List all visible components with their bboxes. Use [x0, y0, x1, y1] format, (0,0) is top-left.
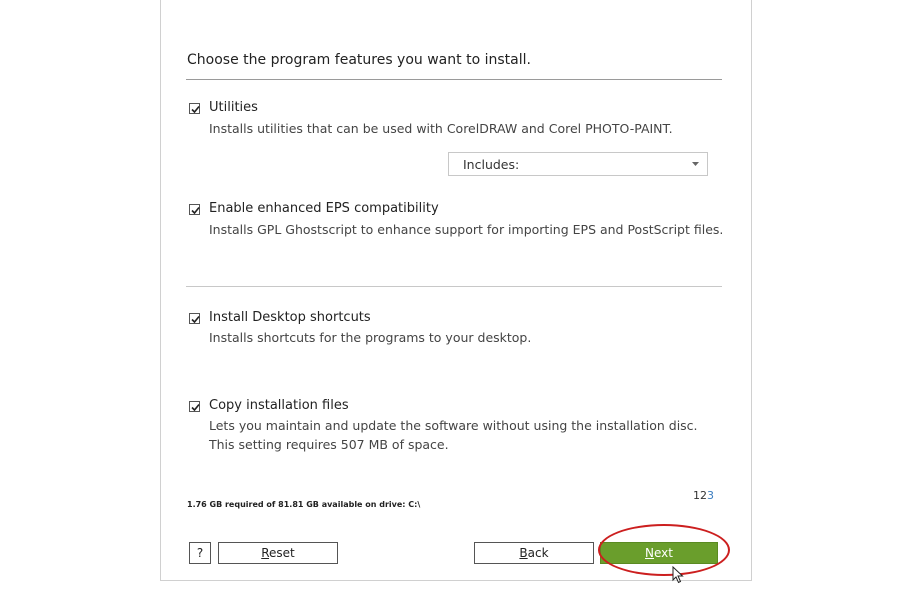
includes-dropdown[interactable] [448, 152, 708, 176]
reset-label: eset [269, 546, 295, 560]
chevron-down-icon [692, 162, 699, 167]
eps-checkbox[interactable] [189, 204, 200, 215]
disk-space-info: 1.76 GB required of 81.81 GB available on drive: C:\ [187, 500, 421, 509]
reset-mnemonic: R [261, 546, 270, 560]
section-divider [186, 286, 722, 287]
utilities-title: Utilities [209, 100, 258, 115]
page-heading: Choose the program features you want to install. [187, 52, 531, 68]
page-indicator [693, 489, 714, 502]
eps-title: Enable enhanced EPS compatibility [209, 201, 439, 216]
check-icon [190, 402, 201, 413]
mouse-pointer-icon [672, 566, 684, 584]
reset-button[interactable] [218, 542, 338, 564]
help-button[interactable]: ? [189, 542, 211, 564]
copy-files-description: Lets you maintain and update the software without using the installation disc. [209, 418, 698, 433]
check-icon [190, 205, 201, 216]
copy-files-title: Copy installation files [209, 398, 349, 413]
copy-files-checkbox[interactable] [189, 401, 200, 412]
back-button[interactable] [474, 542, 594, 564]
includes-dropdown-label: Includes: [463, 157, 520, 172]
desktop-shortcuts-title: Install Desktop shortcuts [209, 310, 371, 325]
page-3-current: 3 [707, 489, 714, 502]
utilities-description: Installs utilities that can be used with CorelDRAW and Corel PHOTO-PAINT. [209, 121, 673, 136]
copy-files-space-note: This setting requires 507 MB of space. [209, 437, 449, 452]
page-2: 2 [700, 489, 707, 502]
check-icon [190, 104, 201, 115]
utilities-checkbox[interactable] [189, 103, 200, 114]
page-1: 1 [693, 489, 700, 502]
highlight-circle [598, 524, 730, 576]
back-mnemonic: B [519, 546, 528, 560]
next-label: ext [654, 546, 673, 560]
desktop-shortcuts-checkbox[interactable] [189, 313, 200, 324]
heading-divider [186, 79, 722, 80]
eps-description: Installs GPL Ghostscript to enhance support for importing EPS and PostScript files. [209, 222, 724, 237]
back-label: ack [527, 546, 549, 560]
installer-panel [160, 0, 752, 581]
next-mnemonic: N [645, 546, 654, 560]
check-icon [190, 314, 201, 325]
desktop-shortcuts-description: Installs shortcuts for the programs to your desktop. [209, 330, 532, 345]
